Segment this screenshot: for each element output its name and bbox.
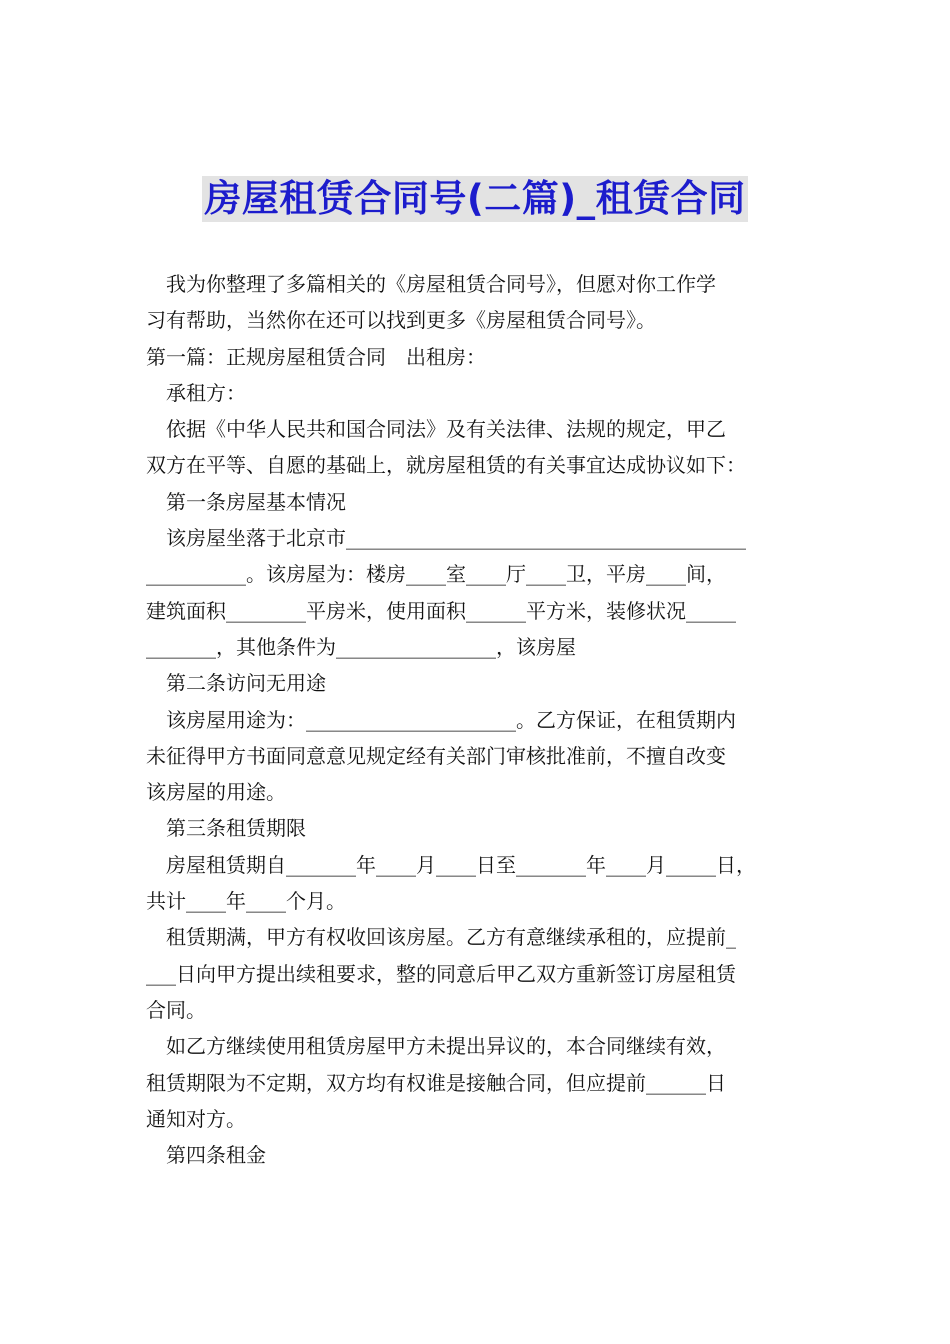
text-line: 第三条租赁期限 [166, 816, 306, 841]
text-line: 第一篇：正规房屋租赁合同 出租房： [146, 344, 486, 369]
text-line: ___日向甲方提出续租要求，整的同意后甲乙双方重新签订房屋租赁 [146, 961, 736, 986]
text-line: 租赁期限为不定期，双方均有权谁是接触合同，但应提前______日 [146, 1070, 726, 1095]
text-line: 该房屋用途为：_____________________。乙方保证，在租赁期内 [166, 707, 736, 732]
document-title: 房屋租赁合同号(二篇)_租赁合同 [204, 177, 746, 220]
text-line: 第四条租金 [166, 1143, 266, 1168]
document-body [146, 266, 810, 1173]
text-line: 第一条房屋基本情况 [166, 489, 346, 514]
text-line: 双方在平等、自愿的基础上，就房屋租赁的有关事宜达成协议如下： [146, 453, 746, 478]
text-line: 合同。 [146, 997, 206, 1022]
text-line: 该房屋的用途。 [146, 780, 286, 805]
text-line: 建筑面积________平房米，使用面积______平方米，装修状况_____ [146, 598, 736, 623]
text-line: 共计____年____个月。 [146, 889, 346, 914]
text-line: 依据《中华人民共和国合同法》及有关法律、法规的规定，甲乙 [166, 417, 726, 442]
text-line: 承租方： [166, 380, 246, 405]
title-container [0, 176, 950, 222]
text-line: 通知对方。 [146, 1106, 246, 1131]
text-line: 未征得甲方书面同意意见规定经有关部门审核批准前，不擅自改变 [146, 743, 726, 768]
text-line: __________。该房屋为：楼房____室____厅____卫，平房____间， [146, 562, 726, 587]
text-line: 租赁期满，甲方有权收回该房屋。乙方有意继续承租的，应提前_ [166, 925, 736, 950]
text-line: 房屋租赁期自_______年____月____日至_______年____月_____日， [166, 852, 756, 877]
text-line: _______，其他条件为________________，该房屋 [146, 634, 576, 659]
text-line: 第二条访问无用途 [166, 671, 326, 696]
text-line: 该房屋坐落于北京市________________________________________ [166, 526, 746, 551]
text-line: 如乙方继续使用租赁房屋甲方未提出异议的，本合同继续有效， [166, 1034, 726, 1059]
text-line: 我为你整理了多篇相关的《房屋租赁合同号》，但愿对你工作学 [166, 272, 716, 296]
text-line: 习有帮助，当然你在还可以找到更多《房屋租赁合同号》。 [146, 308, 656, 333]
